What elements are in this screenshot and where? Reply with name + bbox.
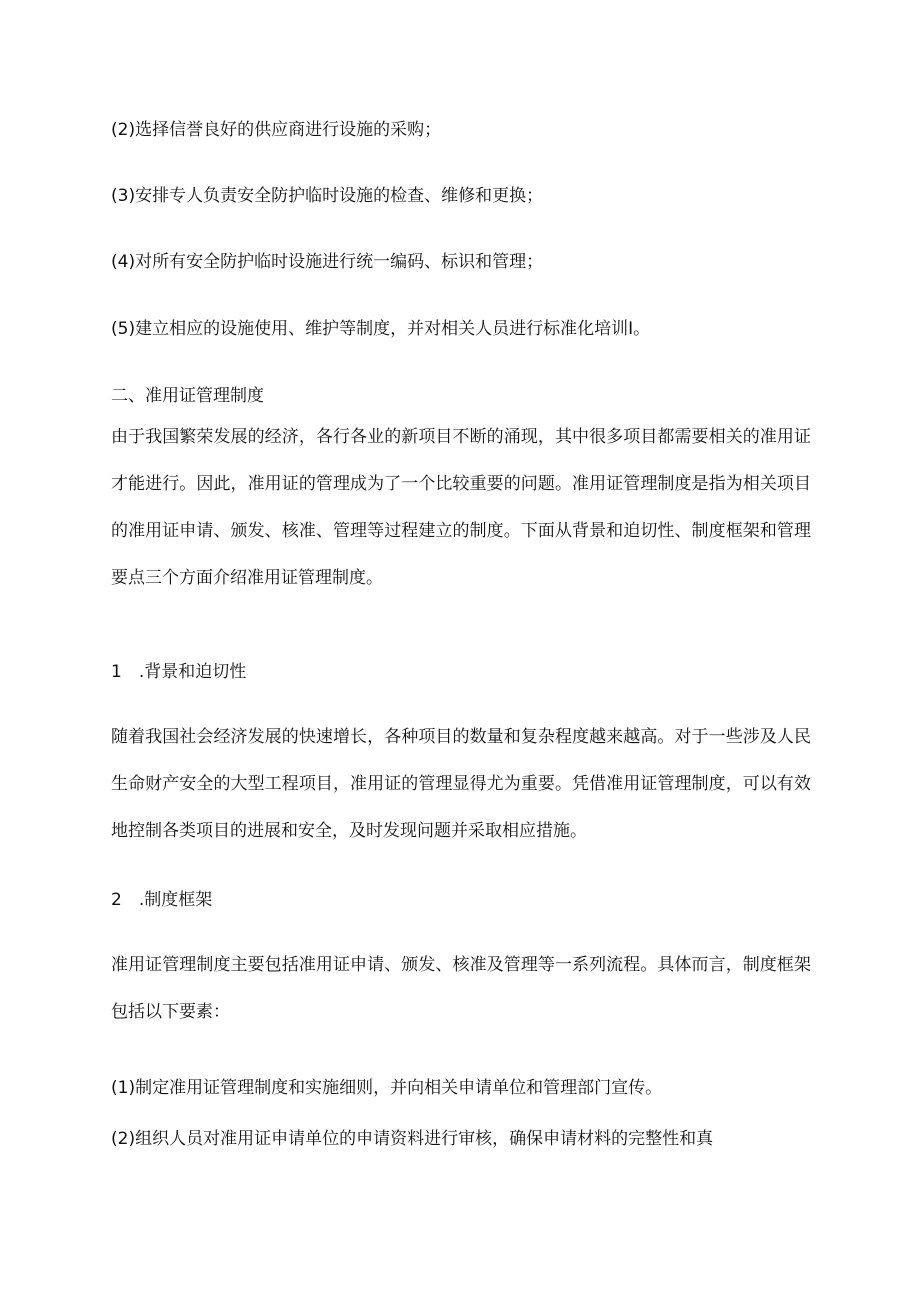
- list-item: (5)建立相应的设施使用、维护等制度，并对相关人员进行标准化培训I。: [111, 319, 651, 339]
- list-item: (2)选择信誉良好的供应商进行设施的采购；: [111, 120, 442, 140]
- list-item: (4)对所有安全防护临时设施进行统一编码、标识和管理；: [111, 252, 544, 272]
- framework-list-item: (2)组织人员对准用证申请单位的申请资料进行审核，确保申请材料的完整性和真: [111, 1129, 714, 1149]
- background-paragraph: 随着我国社会经济发展的快速增长，各种项目的数量和复杂程度越来越高。对于一些涉及人民生命财产安全的大型工程项目，准用证的管理显得尤为重要。凭借准用证管理制度，可以有效地控制各类项目的进展和安全，及时发现问题并采取相应措施。: [111, 727, 811, 841]
- subsection-heading-framework: 2 .制度框架: [111, 890, 213, 910]
- framework-paragraph: 准用证管理制度主要包括准用证申请、颁发、核准及管理等一系列流程。具体而言，制度框架包括以下要素：: [111, 955, 811, 1022]
- framework-list-item: (1)制定准用证管理制度和实施细则，并向相关申请单位和管理部门宣传。: [111, 1078, 663, 1098]
- subsection-heading-background: 1 .背景和迫切性: [111, 662, 247, 682]
- intro-paragraph: 由于我国繁荣发展的经济，各行各业的新项目不断的涌现，其中很多项目都需要相关的准用证才能进行。因此，准用证的管理成为了一个比较重要的问题。准用证管理制度是指为相关项目的准用证申请、颁发、核准、管理等过程建立的制度。下面从背景和迫切性、制度框架和管理要点三个方面介绍准用证管理制度。: [111, 427, 811, 588]
- list-item: (3)安排专人负责安全防护临时设施的检查、维修和更换；: [111, 186, 544, 206]
- section-heading: 二、准用证管理制度: [111, 386, 264, 406]
